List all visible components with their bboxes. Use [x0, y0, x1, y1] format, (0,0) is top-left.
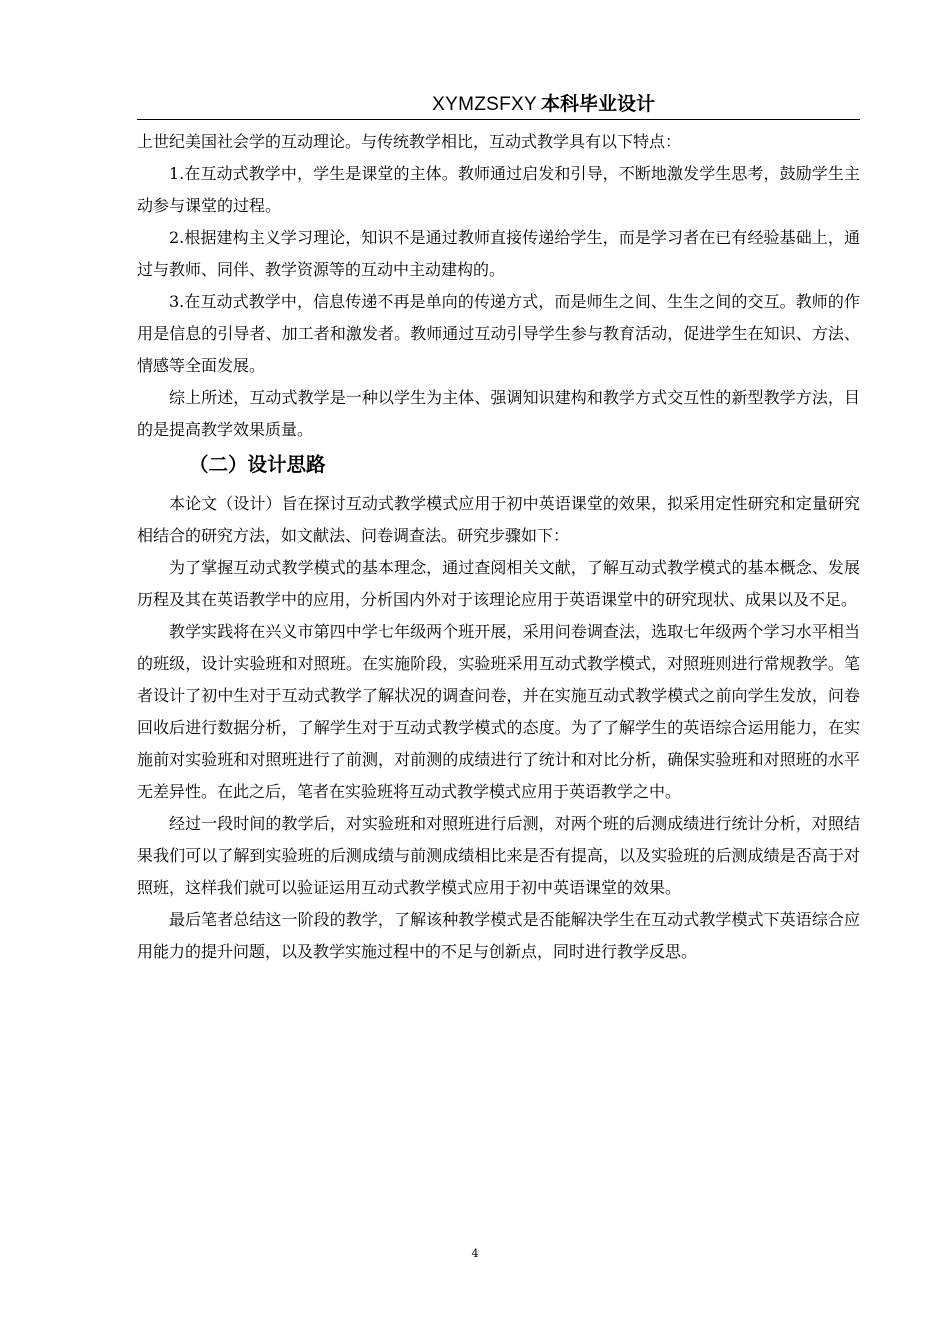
header-title: 本科毕业设计 — [540, 93, 655, 115]
paragraph-literature: 为了掌握互动式教学模式的基本理念，通过查阅相关文献，了解互动式教学模式的基本概念、发展历程及其在英语教学中的应用，分析国内外对于该理论应用于英语课堂中的研究现状、成果以及不足。 — [137, 558, 860, 609]
paragraph-conclusion: 最后笔者总结这一阶段的教学，了解该种教学模式是否能解决学生在互动式教学模式下英语综合应用能力的提升问题，以及教学实施过程中的不足与创新点，同时进行教学反思。 — [137, 910, 860, 961]
running-header — [137, 88, 860, 120]
body-text — [137, 126, 860, 968]
paragraph-feature-2: 2.根据建构主义学习理论，知识不是通过教师直接传递给学生，而是学习者在已有经验基础上，通过与教师、同伴、教学资源等的互动中主动建构的。 — [137, 228, 860, 279]
header-text — [432, 92, 655, 117]
paragraph-feature-1: 1.在互动式教学中，学生是课堂的主体。教师通过启发和引导，不断地激发学生思考，鼓励学生主动参与课堂的过程。 — [137, 164, 860, 215]
paragraph-continuation: 上世纪美国社会学的互动理论。与传统教学相比，互动式教学具有以下特点： — [137, 132, 682, 151]
paragraph-research-aim: 本论文（设计）旨在探讨互动式教学模式应用于初中英语课堂的效果，拟采用定性研究和定量研究相结合的研究方法，如文献法、问卷调查法。研究步骤如下： — [137, 494, 860, 545]
page-number: 4 — [471, 1247, 479, 1260]
paragraph-practice: 教学实践将在兴义市第四中学七年级两个班开展，采用问卷调查法，选取七年级两个学习水平相当的班级，设计实验班和对照班。在实施阶段，实验班采用互动式教学模式，对照班则进行常规教学。笔者设计了初中生对于互动式教学了解状况的调查问卷，并在实施互动式教学模式之前向学生发放，问卷回收后进行数据分析，了解学生对于互动式教学模式的态度。为了了解学生的英语综合运用能力，在实施前对实验班和对照班进行了前测，对前测的成绩进行了统计和对比分析，确保实验班和对照班的水平无差异性。在此之后，笔者在实验班将互动式教学模式应用于英语教学之中。 — [137, 622, 860, 801]
header-code: XYMZSFXY — [432, 94, 537, 115]
paragraph-feature-3: 3.在互动式教学中，信息传递不再是单向的传递方式，而是师生之间、生生之间的交互。教师的作用是信息的引导者、加工者和激发者。教师通过互动引导学生参与教育活动，促进学生在知识、方法、情感等全面发展。 — [137, 292, 860, 375]
paragraph-post-test: 经过一段时间的教学后，对实验班和对照班进行后测，对两个班的后测成绩进行统计分析，对照结果我们可以了解到实验班的后测成绩与前测成绩相比来是否有提高，以及实验班的后测成绩是否高于对照班，这样我们就可以验证运用互动式教学模式应用于初中英语课堂的效果。 — [137, 814, 860, 897]
paragraph-summary: 综上所述，互动式教学是一种以学生为主体、强调知识建构和教学方式交互性的新型教学方法，目的是提高教学效果质量。 — [137, 388, 860, 439]
section-heading: （二）设计思路 — [189, 453, 326, 476]
